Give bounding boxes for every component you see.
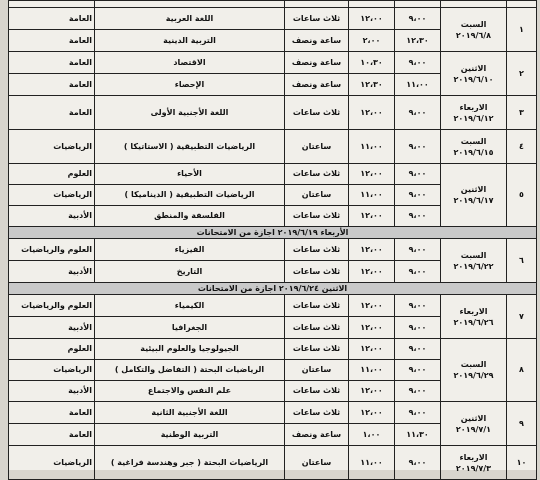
- header-cap-cell: [441, 1, 507, 8]
- table-row: [9, 52, 537, 74]
- day-name: الاربعاء: [459, 102, 488, 112]
- day-number: ٢: [507, 52, 537, 96]
- subject-name: الأحياء: [95, 164, 285, 185]
- header-cap-cell: [95, 1, 285, 8]
- exam-duration: ثلاث ساعات: [285, 206, 349, 227]
- exam-duration: ثلاث ساعات: [285, 261, 349, 283]
- day-number: ٩: [507, 402, 537, 446]
- subject-name: الفيزياء: [95, 239, 285, 261]
- section-name: الأدبية: [9, 317, 95, 339]
- section-name: العامة: [9, 8, 95, 30]
- subject-name: الإحصاء: [95, 74, 285, 96]
- end-time: ١١،٠٠: [349, 130, 395, 164]
- day-date-cell: [441, 402, 507, 446]
- start-time: ٩،٠٠: [395, 381, 441, 402]
- header-cap-cell: [9, 1, 95, 8]
- exam-duration: ثلاث ساعات: [285, 295, 349, 317]
- section-name: العلوم: [9, 164, 95, 185]
- subject-name: الفلسفة والمنطق: [95, 206, 285, 227]
- table-row: [9, 295, 537, 317]
- start-time: ٩،٠٠: [395, 239, 441, 261]
- end-time: ١٢،٠٠: [349, 381, 395, 402]
- day-date-cell: [441, 239, 507, 283]
- exam-duration: ساعة ونصف: [285, 30, 349, 52]
- end-time: ١٢،٠٠: [349, 206, 395, 227]
- day-name: السبت: [460, 360, 487, 369]
- end-time: ١١،٠٠: [349, 360, 395, 381]
- day-name: الاثنين: [460, 63, 487, 73]
- section-name: العامة: [9, 402, 95, 424]
- end-time: ١٠،٣٠: [349, 52, 395, 74]
- exam-date: ٢٠١٩/٦/١٠: [453, 74, 494, 84]
- start-time: ٩،٠٠: [395, 360, 441, 381]
- start-time: ١٢،٣٠: [395, 30, 441, 52]
- day-date-cell: [441, 339, 507, 402]
- day-date-cell: [441, 446, 507, 480]
- day-name: السبت: [460, 136, 487, 146]
- day-number: ١٠: [507, 446, 537, 480]
- subject-name: التربية الدينية: [95, 30, 285, 52]
- end-time: ١١،٠٠: [349, 446, 395, 480]
- start-time: ٩،٠٠: [395, 164, 441, 185]
- end-time: ١٢،٠٠: [349, 295, 395, 317]
- holiday-separator: [9, 227, 537, 239]
- table-row: [9, 446, 537, 480]
- exam-date: ٢٠١٩/٦/٢٩: [453, 371, 494, 380]
- holiday-text: الأربعاء ٢٠١٩/٦/١٩ اجازة من الامتحانات: [9, 227, 537, 239]
- end-time: ١٢،٣٠: [349, 74, 395, 96]
- holiday-text: الاثنين ٢٠١٩/٦/٢٤ اجازة من الامتحانات: [9, 283, 537, 295]
- day-name: السبت: [460, 250, 487, 260]
- table-row: [9, 8, 537, 30]
- exam-duration: ساعتان: [285, 360, 349, 381]
- start-time: ١١،٠٠: [395, 74, 441, 96]
- start-time: ٩،٠٠: [395, 8, 441, 30]
- exam-duration: ساعتان: [285, 130, 349, 164]
- header-cap-cell: [395, 1, 441, 8]
- section-name: العلوم والرياضيات: [9, 239, 95, 261]
- day-name: الاثنين: [460, 185, 487, 194]
- start-time: ٩،٠٠: [395, 339, 441, 360]
- subject-name: التربية الوطنية: [95, 424, 285, 446]
- subject-name: الجغرافيا: [95, 317, 285, 339]
- subject-name: الاقتصاد: [95, 52, 285, 74]
- exam-duration: ساعة ونصف: [285, 52, 349, 74]
- exam-duration: ثلاث ساعات: [285, 8, 349, 30]
- section-name: العامة: [9, 74, 95, 96]
- exam-duration: ثلاث ساعات: [285, 239, 349, 261]
- exam-duration: ثلاث ساعات: [285, 164, 349, 185]
- subject-name: الرياضيات التطبيقية ( الاستاتيكا ): [95, 130, 285, 164]
- exam-date: ٢٠١٩/٧/١: [455, 424, 492, 434]
- end-time: ١٢،٠٠: [349, 261, 395, 283]
- exam-duration: ساعة ونصف: [285, 424, 349, 446]
- subject-name: الرياضيات البحتة ( التفاضل والتكامل ): [95, 360, 285, 381]
- section-name: العامة: [9, 30, 95, 52]
- start-time: ٩،٠٠: [395, 130, 441, 164]
- day-number: ٥: [507, 164, 537, 227]
- start-time: ٩،٠٠: [395, 206, 441, 227]
- start-time: ٩،٠٠: [395, 446, 441, 480]
- end-time: ١٢،٠٠: [349, 239, 395, 261]
- day-date-cell: [441, 164, 507, 227]
- day-name: الاربعاء: [459, 306, 488, 316]
- section-name: الأدبية: [9, 261, 95, 283]
- day-name: السبت: [460, 19, 487, 29]
- start-time: ٩،٠٠: [395, 261, 441, 283]
- end-time: ١١،٠٠: [349, 185, 395, 206]
- header-cap-cell: [349, 1, 395, 8]
- end-time: ١٢،٠٠: [349, 402, 395, 424]
- day-number: ٣: [507, 96, 537, 130]
- subject-name: الرياضيات التطبيقية ( الديناميكا ): [95, 185, 285, 206]
- section-name: العامة: [9, 52, 95, 74]
- day-date-cell: [441, 52, 507, 96]
- day-number: ٨: [507, 339, 537, 402]
- exam-duration: ثلاث ساعات: [285, 381, 349, 402]
- section-name: الأدبية: [9, 381, 95, 402]
- section-name: العلوم والرياضيات: [9, 295, 95, 317]
- table-row: [9, 96, 537, 130]
- exam-date: ٢٠١٩/٦/٢٢: [453, 261, 494, 271]
- day-date-cell: [441, 8, 507, 52]
- exam-date: ٢٠١٩/٦/٢٦: [453, 317, 494, 327]
- start-time: ٩،٠٠: [395, 96, 441, 130]
- section-name: الرياضيات: [9, 360, 95, 381]
- day-date-cell: [441, 96, 507, 130]
- section-name: الرياضيات: [9, 446, 95, 480]
- section-name: الرياضيات: [9, 185, 95, 206]
- end-time: ١٢،٠٠: [349, 8, 395, 30]
- start-time: ١١،٣٠: [395, 424, 441, 446]
- exam-duration: ثلاث ساعات: [285, 402, 349, 424]
- exam-schedule-sheet: [8, 0, 536, 473]
- end-time: ١٢،٠٠: [349, 339, 395, 360]
- exam-date: ٢٠١٩/٦/٨: [455, 30, 492, 40]
- end-time: ٢،٠٠: [349, 30, 395, 52]
- exam-duration: ثلاث ساعات: [285, 317, 349, 339]
- subject-name: اللغة الأجنبية الأولى: [95, 96, 285, 130]
- section-name: العلوم: [9, 339, 95, 360]
- exam-duration: ساعتان: [285, 185, 349, 206]
- subject-name: الرياضيات البحتة ( جبر وهندسة فراغية ): [95, 446, 285, 480]
- table-row: [9, 164, 537, 185]
- subject-name: اللغة العربية: [95, 8, 285, 30]
- subject-name: الكيمياء: [95, 295, 285, 317]
- header-cap-cell: [507, 1, 537, 8]
- section-name: العامة: [9, 424, 95, 446]
- subject-name: علم النفس والاجتماع: [95, 381, 285, 402]
- subject-name: الجيولوجيا والعلوم البيئية: [95, 339, 285, 360]
- subject-name: اللغة الأجنبية الثانية: [95, 402, 285, 424]
- table-row: [9, 339, 537, 360]
- start-time: ٩،٠٠: [395, 295, 441, 317]
- section-name: العامة: [9, 96, 95, 130]
- end-time: ١٢،٠٠: [349, 317, 395, 339]
- section-name: الرياضيات: [9, 130, 95, 164]
- table-row: [9, 402, 537, 424]
- exam-date: ٢٠١٩/٦/١٥: [453, 147, 494, 157]
- day-number: ٤: [507, 130, 537, 164]
- table-row: [9, 239, 537, 261]
- start-time: ٩،٠٠: [395, 52, 441, 74]
- day-number: ٧: [507, 295, 537, 339]
- start-time: ٩،٠٠: [395, 317, 441, 339]
- exam-duration: ثلاث ساعات: [285, 339, 349, 360]
- end-time: ١٢،٠٠: [349, 164, 395, 185]
- section-name: الأدبية: [9, 206, 95, 227]
- subject-name: التاريخ: [95, 261, 285, 283]
- end-time: ١،٠٠: [349, 424, 395, 446]
- day-number: ٦: [507, 239, 537, 283]
- exam-duration: ساعة ونصف: [285, 74, 349, 96]
- table-row: [9, 130, 537, 164]
- holiday-separator: [9, 283, 537, 295]
- header-cap-cell: [285, 1, 349, 8]
- exam-duration: ساعتان: [285, 446, 349, 480]
- exam-date: ٢٠١٩/٦/١٧: [453, 196, 494, 205]
- exam-schedule-table: [8, 0, 537, 480]
- day-date-cell: [441, 295, 507, 339]
- day-name: الاثنين: [460, 413, 487, 423]
- start-time: ٩،٠٠: [395, 185, 441, 206]
- exam-duration: ثلاث ساعات: [285, 96, 349, 130]
- day-number: ١: [507, 8, 537, 52]
- day-date-cell: [441, 130, 507, 164]
- end-time: ١٢،٠٠: [349, 96, 395, 130]
- exam-date: ٢٠١٩/٧/٣: [455, 463, 492, 473]
- exam-date: ٢٠١٩/٦/١٢: [453, 113, 494, 123]
- day-name: الاربعاء: [459, 452, 488, 462]
- start-time: ٩،٠٠: [395, 402, 441, 424]
